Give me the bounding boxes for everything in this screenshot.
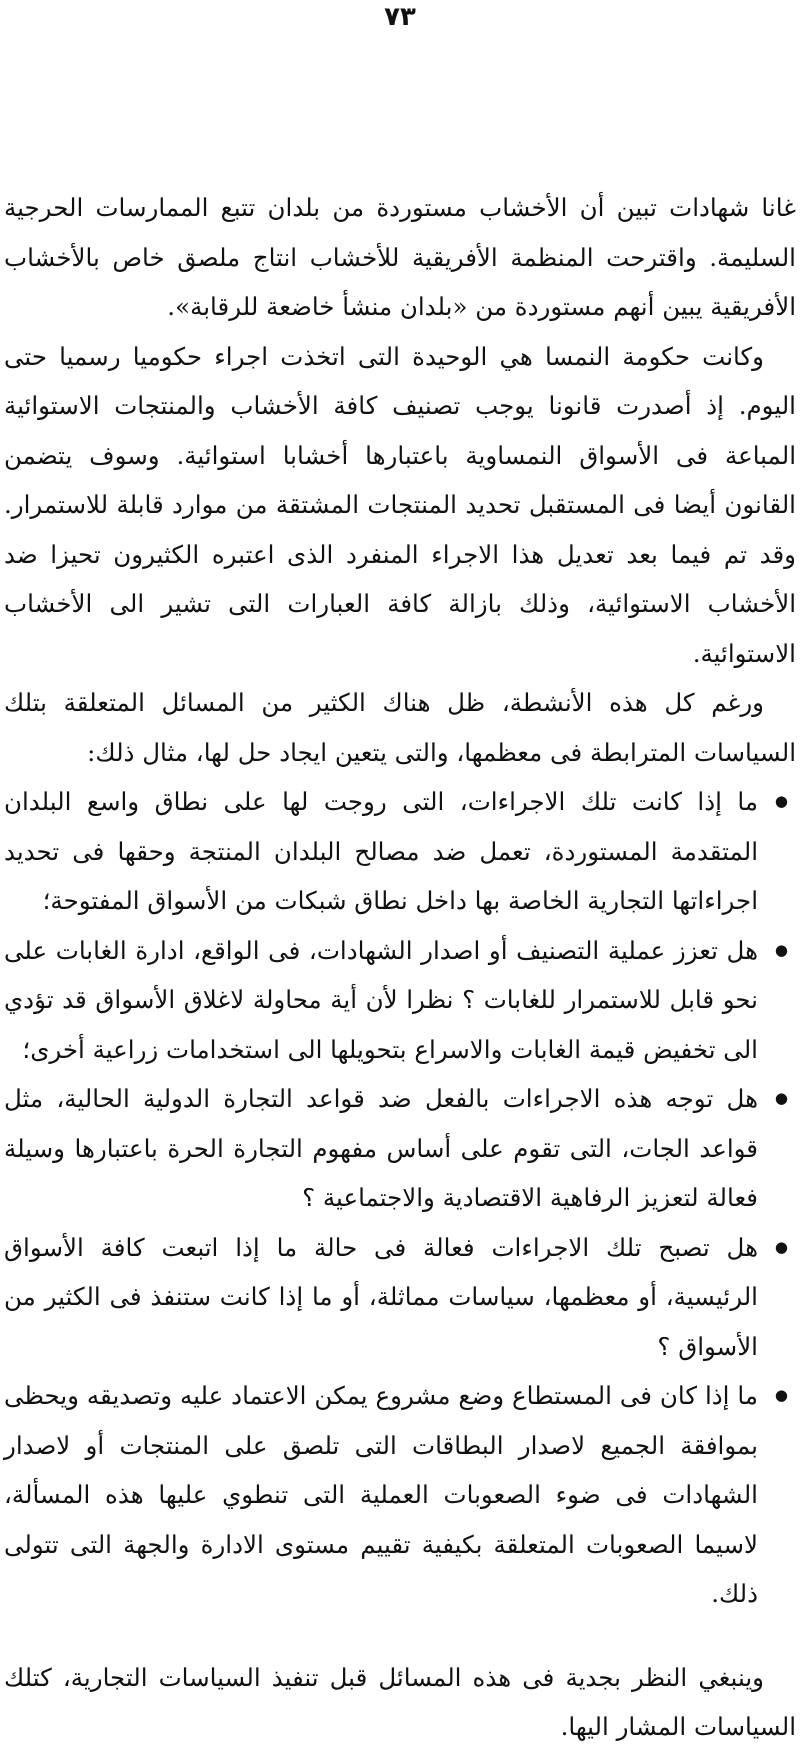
body-text: [4, 183, 796, 1752]
paragraph-open-issues: ورغم كل هذه الأنشطة، ظل هناك الكثير من المسائل المتعلقة بتلك السياسات المترابطة فى معظمها، والتى يتعين ايجاد حل لها، مثال ذلك:: [4, 688, 796, 767]
page-number: ٧٣: [384, 2, 416, 32]
paragraph-gap: [4, 1619, 796, 1653]
paragraph-austria-law: وكانت حكومة النمسا هي الوحيدة التى اتخذت اجراء حكوميا رسميا حتى اليوم. إذ أصدرت قانونا يوجب تصنيف كافة الأخشاب والمنتجات الاستوائية المباعة فى الأسواق النمساوية باعتبارها أخشابا استوائية. وسوف يتضمن القانون أيضا فى المستقبل تحديد المنتجات المشتقة من موارد قابلة للاستمرار. وقد تم فيما بعد تعديل هذا الاجراء المنفرد الذى اعتبره الكثيرون تحيزا ضد الأخشاب الاستوائية، وذلك بازالة كافة العبارات التى تشير الى الأخشاب الاستوائية.: [4, 341, 796, 668]
list-item: ● هل توجه هذه الاجراءات بالفعل ضد قواعد التجارة الدولية الحالية، مثل قواعد الجات، التى تقوم على أساس مفهوم التجارة الحرة باعتبارها وسيلة فعالة لتعزيز الرفاهية الاقتصادية والاجتماعية ؟: [4, 1074, 758, 1223]
list-item: ● ما إذا كانت تلك الاجراءات، التى روجت لها على نطاق واسع البلدان المتقدمة المستوردة، تعمل ضد مصالح البلدان المنتجة وحقها فى تحديد اجراءاتها التجارية الخاصة بها داخل نطاق شبكات من الأسواق المفتوحة؛: [4, 777, 758, 926]
list-item: ● هل تعزز عملية التصنيف أو اصدار الشهادات، فى الواقع، ادارة الغابات على نحو قابل للاستمرار للغابات ؟ نظرا لأن أية محاولة لاغلاق الأسواق قد تؤدي الى تخفيض قيمة الغابات والاسراع بتحويلها الى استخدامات زراعية أخرى؛: [4, 926, 758, 1075]
list-item: ● ما إذا كان فى المستطاع وضع مشروع يمكن الاعتماد عليه وتصديقه ويحظى بموافقة الجميع لاصدار البطاقات التى تلصق على المنتجات أو لاصدار الشهادات فى ضوء الصعوبات العملية التى تنطوي عليها هذه المسألة، لاسيما الصعوبات المتعلقة بكيفية تقييم مستوى الادارة والجهة التى تتولى ذلك.: [4, 1371, 758, 1619]
issues-list: [4, 777, 796, 1619]
paragraph-ghana-certificates: غانا شهادات تبين أن الأخشاب مستوردة من بلدان تتبع الممارسات الحرجية السليمة. واقترحت المنظمة الأفريقية للأخشاب انتاج ملصق خاص بالأخشاب الأفريقية يبين أنهم مستوردة من «بلدان منشأ خاضعة للرقابة».: [4, 193, 796, 321]
paragraph-closing: وينبغي النظر بجدية فى هذه المسائل قبل تنفيذ السياسات التجارية، كتلك السياسات المشار اليها.: [4, 1662, 796, 1741]
list-item: ● هل تصبح تلك الاجراءات فعالة فى حالة ما إذا اتبعت كافة الأسواق الرئيسية، أو معظمها، سياسات مماثلة، أو ما إذا كانت ستنفذ فى الكثير من الأسواق ؟: [4, 1223, 758, 1372]
